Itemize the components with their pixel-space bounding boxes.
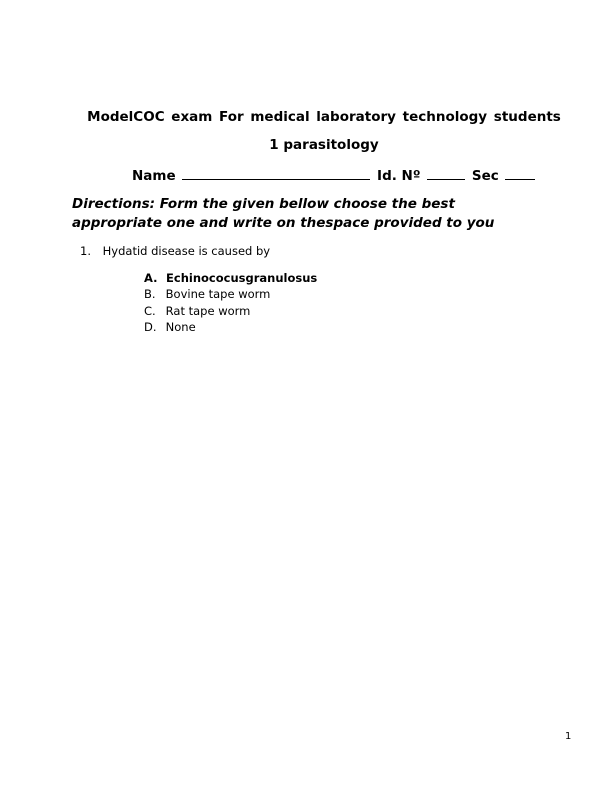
directions-text: Directions: Form the given bellow choose the best appropriate one and write on thespace provided to you: [72, 196, 495, 231]
option-c: [144, 303, 317, 319]
option-d: [144, 319, 317, 335]
id-label: Id. Nº: [377, 168, 421, 184]
name-blank: [182, 166, 370, 180]
option-b: [144, 286, 317, 302]
option-letter: A.: [144, 271, 158, 285]
question-1: [80, 243, 270, 259]
page-number: 1: [565, 731, 572, 742]
student-info-fields: [132, 166, 537, 185]
option-letter: B.: [144, 287, 156, 302]
exam-subtitle: 1 parasitology: [269, 137, 379, 153]
option-letter: C.: [144, 303, 156, 318]
name-label: Name: [132, 168, 176, 184]
id-blank: [427, 166, 465, 180]
option-text: Echinococusgranulosus: [166, 271, 318, 285]
option-text: Bovine tape worm: [165, 287, 271, 302]
option-text: None: [165, 319, 196, 334]
sec-label: Sec: [471, 168, 499, 184]
option-letter: D.: [144, 319, 157, 334]
sec-blank: [505, 166, 535, 180]
option-a: [144, 270, 317, 286]
question-number: 1.: [80, 244, 91, 258]
answer-options: [144, 270, 317, 335]
option-text: Rat tape worm: [165, 303, 251, 318]
exam-title: ModelCOC exam For medical laboratory technology students: [87, 109, 561, 125]
question-text: Hydatid disease is caused by: [102, 244, 271, 258]
